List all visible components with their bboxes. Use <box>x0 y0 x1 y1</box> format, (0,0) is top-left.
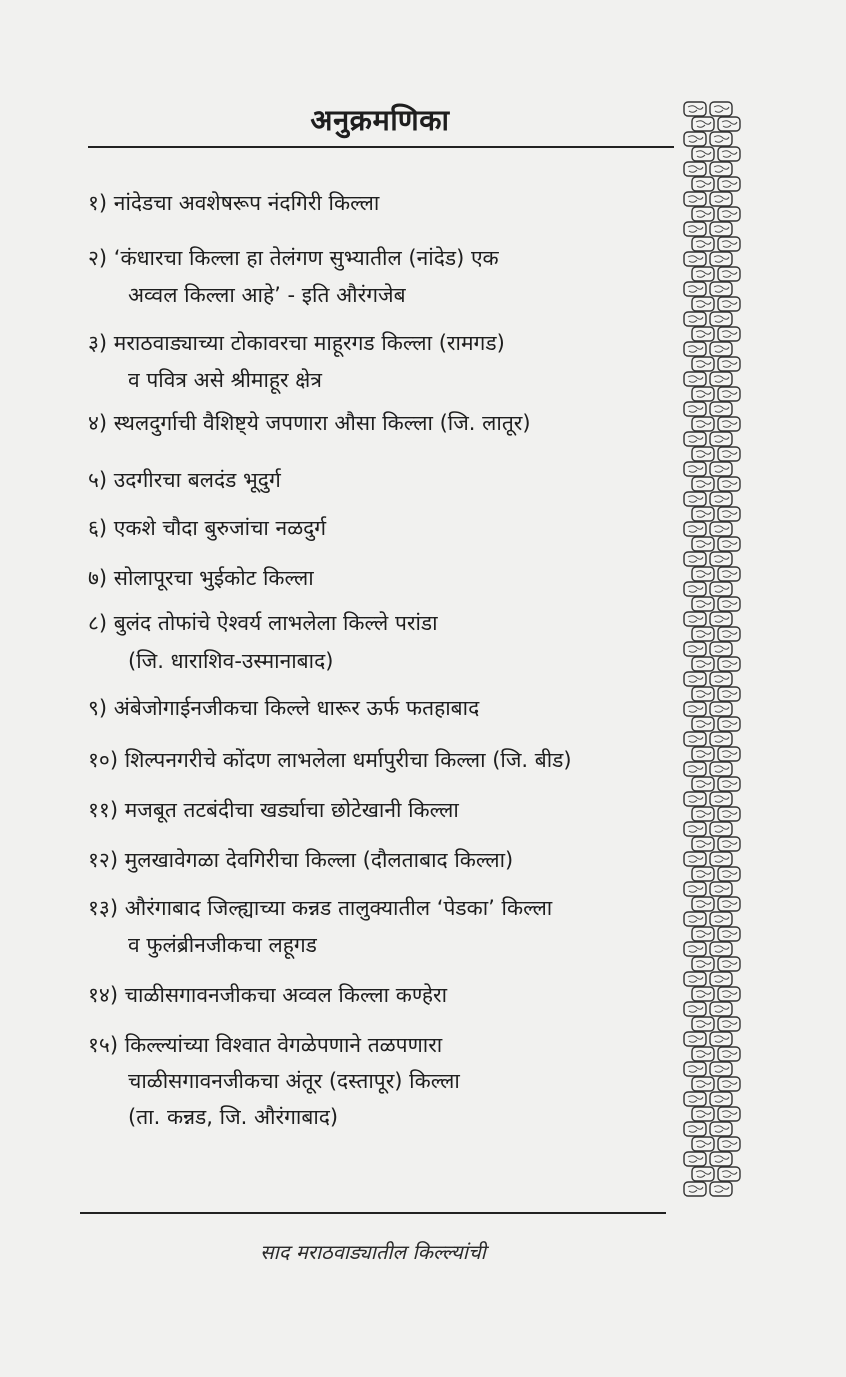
toc-entry-line: १४) चाळीसगावनजीकचा अव्वल किल्ला कण्हेरा <box>88 983 448 1007</box>
decorative-border-icon <box>680 98 742 1198</box>
toc-entry-line: व फुलंब्रीनजीकचा लहूगड <box>128 933 317 957</box>
toc-entry-line: ५) उदगीरचा बलदंड भूदुर्ग <box>88 468 281 492</box>
toc-entry-line: ८) बुलंद तोफांचे ऐश्वर्य लाभलेला किल्ले परांडा <box>88 611 438 635</box>
toc-entry-line: १) नांदेडचा अवशेषरूप नंदगिरी किल्ला <box>88 191 380 215</box>
toc-entry-line: (जि. धाराशिव-उस्मानाबाद) <box>128 649 334 673</box>
toc-entry-line: चाळीसगावनजीकचा अंतूर (दस्तापूर) किल्ला <box>128 1069 460 1093</box>
toc-entry-line: १५) किल्ल्यांच्या विश्वात वेगळेपणाने तळपणारा <box>88 1033 443 1057</box>
page-title: अनुक्रमणिका <box>310 103 450 137</box>
running-footer: साद मराठवाड्यातील किल्ल्यांची <box>260 1240 486 1264</box>
toc-entry-line: १३) औरंगाबाद जिल्ह्याच्या कन्नड तालुक्यातील ‘पेडका’ किल्ला <box>88 896 553 920</box>
toc-entry-line: अव्वल किल्ला आहे’ - इति औरंगजेब <box>128 283 406 307</box>
title-rule <box>88 146 674 148</box>
toc-entry-line: ६) एकशे चौदा बुरुजांचा नळदुर्ग <box>88 516 327 540</box>
bottom-rule <box>80 1212 666 1214</box>
toc-entry-line: १०) शिल्पनगरीचे कोंदण लाभलेला धर्मापुरीचा किल्ला (जि. बीड) <box>88 748 572 772</box>
toc-entry-line: ७) सोलापूरचा भुईकोट किल्ला <box>88 566 314 590</box>
toc-entry-line: (ता. कन्नड, जि. औरंगाबाद) <box>128 1105 339 1129</box>
toc-entry-line: ११) मजबूत तटबंदीचा खर्ड्याचा छोटेखानी किल्ला <box>88 798 459 822</box>
toc-entry-line: ४) स्थलदुर्गाची वैशिष्ट्ये जपणारा औसा किल्ला (जि. लातूर) <box>88 411 531 435</box>
toc-entry-line: २) ‘कंधारचा किल्ला हा तेलंगण सुभ्यातील (नांदेड) एक <box>88 246 499 270</box>
toc-entry-line: ९) अंबेजोगाईनजीकचा किल्ले धारूर ऊर्फ फतहाबाद <box>88 696 480 720</box>
toc-entry-line: १२) मुलखावेगळा देवगिरीचा किल्ला (दौलताबाद किल्ला) <box>88 848 514 872</box>
toc-entry-line: व पवित्र असे श्रीमाहूर क्षेत्र <box>128 368 322 392</box>
toc-entry-line: ३) मराठवाड्याच्या टोकावरचा माहूरगड किल्ला (रामगड) <box>88 331 505 355</box>
